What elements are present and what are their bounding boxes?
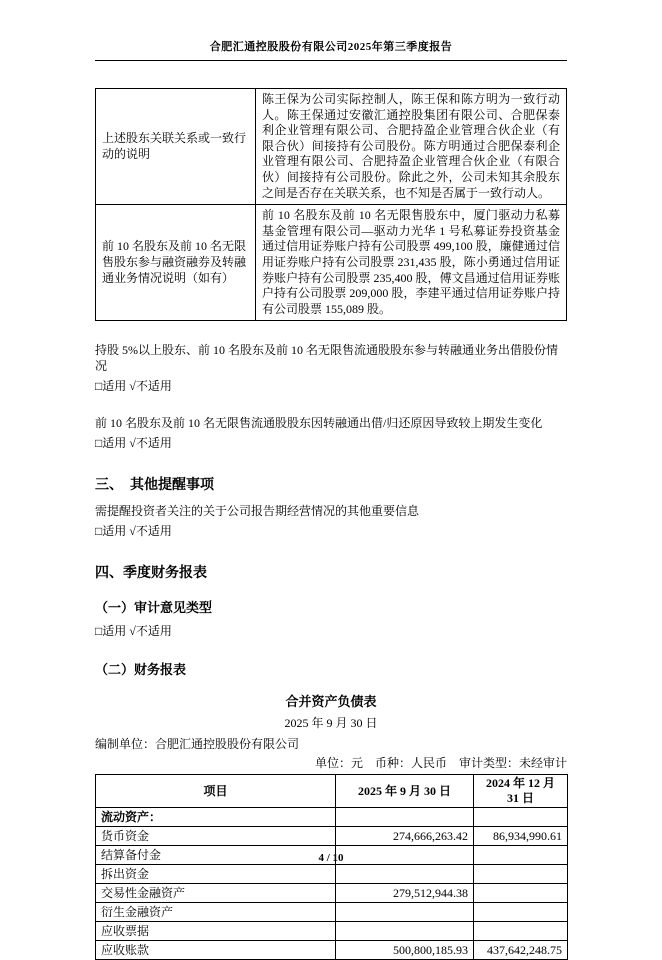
relation-row-content: 陈王保为公司实际控制人，陈王保和陈方明为一致行动人。陈王保通过安徽汇通控股集团有限公司、合肥保泰利企业管理有限公司、合肥持盈企业管理合伙企业（有限合伙）间接持有公司股份。陈方明通过合肥保泰利企业管理有限公司、合肥持盈企业管理合伙企业（有限合伙）间接持有公司股份。除此之外，公司未知其余股东之间是否存在关联关系，也不知是否属于一致行动人。 <box>256 89 567 205</box>
row-value-2025: 279,512,944.38 <box>336 884 474 903</box>
column-header-item: 项目 <box>96 775 336 808</box>
relation-row-label: 上述股东关联关系或一致行动的说明 <box>96 89 256 205</box>
audit-opinion-applicability: □适用 √不适用 <box>95 624 172 639</box>
row-value-2025 <box>336 808 474 827</box>
row-value-2024 <box>474 808 568 827</box>
table-row <box>96 941 568 960</box>
table-row <box>96 89 567 205</box>
row-value-2025 <box>336 865 474 884</box>
table-row <box>96 922 568 941</box>
row-item: 应收账款 <box>96 941 336 960</box>
page-number: 4 / 10 <box>318 852 344 864</box>
row-item: 应收票据 <box>96 922 336 941</box>
table-row <box>96 205 567 321</box>
financial-statements-heading: （二）财务报表 <box>95 662 187 678</box>
row-value-2025 <box>336 922 474 941</box>
section-other-notes-heading: 三、 其他提醒事项 <box>95 478 214 494</box>
balance-sheet-title: 合并资产负债表 <box>285 694 377 710</box>
row-value-2024 <box>474 865 568 884</box>
section-financial-heading: 四、季度财务报表 <box>95 566 207 582</box>
section-other-notes-applicability: □适用 √不适用 <box>95 524 172 539</box>
row-item: 货币资金 <box>96 827 336 846</box>
statement-lending-text: 持股 5%以上股东、前 10 名股东及前 10 名无限售流通股股东参与转融通业务出借股份情况 <box>95 343 558 374</box>
table-row <box>96 827 568 846</box>
relation-row-label: 前 10 名股东及前 10 名无限售股东参与融资融券及转融通业务情况说明（如有） <box>96 205 256 321</box>
section-other-notes-body: 需提醒投资者关注的关于公司报告期经营情况的其他重要信息 <box>95 504 420 519</box>
table-row <box>96 808 568 827</box>
statement-change-applicability: □适用 √不适用 <box>95 436 172 451</box>
row-value-2024: 437,642,248.75 <box>474 941 568 960</box>
table-row <box>96 865 568 884</box>
column-header-2025: 2025 年 9 月 30 日 <box>336 775 474 808</box>
row-value-2025: 500,800,185.93 <box>336 941 474 960</box>
row-value-2025 <box>336 903 474 922</box>
table-header-row <box>96 775 568 808</box>
shareholder-relations-table <box>95 88 567 321</box>
relation-row-content: 前 10 名股东及前 10 名无限售股东中，厦门驱动力私募基金管理有限公司—驱动力光华 1 号私募证券投资基金通过信用证券账户持有公司股票 499,100 股，廉健通过信用证券账户持有公司股票 231,435 股，陈小勇通过信用证券账户持有公司股票 235,400 股，傅文昌通过信用证券账户持有公司股票 209,000 股，李建平通过信用证券账户持有公司股票 155,089 股。 <box>256 205 567 321</box>
document-page <box>95 0 567 960</box>
table-row <box>96 903 568 922</box>
row-value-2025: 274,666,263.42 <box>336 827 474 846</box>
row-value-2024 <box>474 922 568 941</box>
column-header-2024: 2024 年 12 月 31 日 <box>474 775 568 808</box>
table-row <box>96 884 568 903</box>
balance-sheet-date: 2025 年 9 月 30 日 <box>284 716 378 731</box>
row-value-2024: 86,934,990.61 <box>474 827 568 846</box>
balance-sheet-table <box>95 774 568 960</box>
balance-sheet-unit-line: 单位：元 币种：人民币 审计类型：未经审计 <box>314 756 567 771</box>
row-item: 拆出资金 <box>96 865 336 884</box>
document-title: 合肥汇通控股股份有限公司2025年第三季度报告 <box>209 41 453 53</box>
row-item: 交易性金融资产 <box>96 884 336 903</box>
statement-lending-applicability: □适用 √不适用 <box>95 379 172 394</box>
row-item: 结算备付金 <box>96 846 336 865</box>
row-value-2024 <box>474 884 568 903</box>
row-value-2024 <box>474 903 568 922</box>
row-item: 衍生金融资产 <box>96 903 336 922</box>
document-header <box>95 0 567 61</box>
row-item: 流动资产： <box>96 808 336 827</box>
statement-change-text: 前 10 名股东及前 10 名无限售流通股股东因转融通出借/归还原因导致较上期发生变化 <box>95 416 543 431</box>
balance-sheet-prepared-by: 编制单位：合肥汇通控股股份有限公司 <box>95 737 300 752</box>
audit-opinion-heading: （一）审计意见类型 <box>95 600 213 616</box>
